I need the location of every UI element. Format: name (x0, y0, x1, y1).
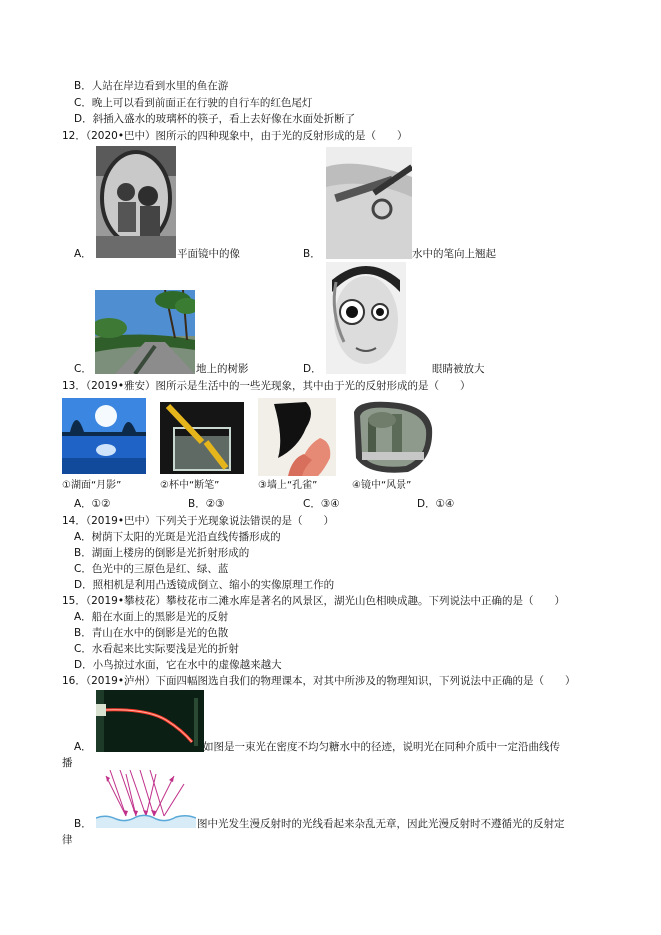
mirror-scenery-photo (348, 398, 434, 476)
q12-option-d-text: 眼睛被放大 (432, 363, 485, 375)
tree-shadow-photo (95, 290, 195, 374)
q14-option-a: A．树荫下太阳的光斑是光沿直线传播形成的 (74, 531, 281, 543)
q12-option-a-letter: A． (74, 248, 92, 260)
q13-stem: 13．（2019•雅安）图所示是生活中的一些光现象，其中由于光的反射形成的是（ ） (62, 380, 471, 392)
q13-caption-4: ④镜中“风景” (352, 480, 412, 491)
q15-option-a: A．船在水面上的黑影是光的反射 (74, 611, 229, 623)
q12-option-d-letter: D． (303, 363, 322, 375)
sugar-water-light-photo (96, 690, 204, 752)
q13-caption-1: ①湖面“月影” (62, 480, 122, 491)
q13-option-c: C．③④ (303, 498, 340, 510)
q16-option-a-text: 如图是一束光在密度不均匀糖水中的径迹，说明光在同种介质中一定沿曲线传 (203, 741, 560, 753)
q12-option-b-letter: B． (303, 248, 321, 260)
q16-option-b-text: 图中光发生漫反射时的光线看起来杂乱无章，因此光漫反射时不遵循光的反射定 (197, 818, 565, 830)
q15-option-b: B．青山在水中的倒影是光的色散 (74, 627, 229, 639)
q13-option-b: B．②③ (188, 498, 225, 510)
diffuse-reflection-diagram (96, 770, 196, 828)
q12-option-c-text: 地上的树影 (196, 363, 249, 375)
q13-option-a: A．①② (74, 498, 111, 510)
q16-option-b-letter: B． (74, 818, 92, 830)
lake-moon-photo (62, 398, 146, 474)
q12-option-a-text: 平面镜中的像 (177, 248, 240, 260)
q16-option-b-text-cont: 律 (62, 834, 73, 846)
q15-option-c: C．水看起来比实际要浅是光的折射 (74, 643, 239, 655)
q11-option-b: B．人站在岸边看到水里的鱼在游 (74, 80, 229, 92)
mirror-photo (96, 146, 176, 258)
pencil-in-water-photo (326, 147, 412, 259)
hand-shadow-photo (258, 398, 336, 476)
q14-option-b: B．湖面上楼房的倒影是光折射形成的 (74, 547, 250, 559)
q13-caption-2: ②杯中“断笔” (160, 480, 220, 491)
magnified-eye-photo (326, 262, 406, 374)
q12-stem: 12．（2020•巴中）图所示的四种现象中，由于光的反射形成的是（ ） (62, 130, 408, 142)
q16-option-a-text-cont: 播 (62, 757, 73, 769)
q11-option-c: C．晚上可以看到前面正在行驶的自行车的红色尾灯 (74, 97, 313, 109)
q13-caption-3: ③墙上“孔雀” (258, 480, 318, 491)
q15-option-d: D．小鸟掠过水面，它在水中的虚像越来越大 (74, 659, 282, 671)
q13-option-d: D．①④ (417, 498, 455, 510)
q14-stem: 14．（2019•巴中）下列关于光现象说法错误的是（ ） (62, 515, 335, 527)
q11-option-d: D．斜插入盛水的玻璃杯的筷子，看上去好像在水面处折断了 (74, 113, 356, 125)
q16-option-a-letter: A． (74, 741, 92, 753)
q12-option-c-letter: C． (74, 363, 92, 375)
q14-option-d: D．照相机是利用凸透镜成倒立、缩小的实像原理工作的 (74, 579, 335, 591)
q15-stem: 15．（2019•攀枝花）攀枝花市二滩水库是著名的风景区，湖光山色相映成趣。下列说法中正确的是（ ） (62, 595, 566, 607)
q16-stem: 16．（2019•泸州）下面四幅图选自我们的物理课本，对其中所涉及的物理知识，下列说法中正确的是（ ） (62, 675, 576, 687)
q14-option-c: C．色光中的三原色是红、绿、蓝 (74, 563, 229, 575)
broken-pencil-photo (160, 402, 244, 474)
q12-option-b-text: 水中的笔向上翘起 (412, 248, 496, 260)
